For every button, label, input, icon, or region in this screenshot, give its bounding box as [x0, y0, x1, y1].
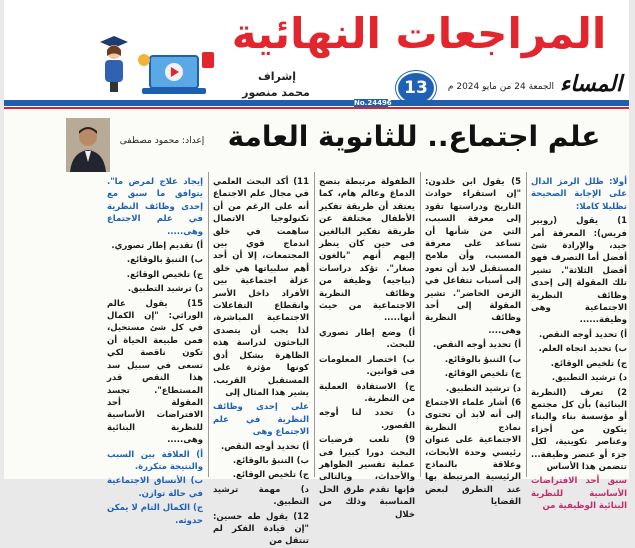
article-title: علم اجتماع.. للثانوية العامة [227, 120, 601, 153]
column-paragraph: 6) أشار علماء الاجتماع إلى أنه لابد أن تحتوى نماذج النظرية الاجتماعية على عنوان رئيسي وحدة الأبحاث، وعلاقة بالنماذج الرئيسية المرتبطة بها عند التطرق لبعض القضايا [425, 397, 521, 508]
column-paragraph: 5) يقول ابن خلدون: "إن استقراء حوادث التاريخ ودراستها تقود إلى معرفة السبب، التي من شأنها أن تساعد على معرفة المسبب، وأن ملامح المستقبل لابد أن تعود إلى أسباب تتفاعل في الزمن الحاضر". تشير المقولة إلى أحد وظائف النظرية وهى.... [425, 177, 521, 336]
column-paragraph: ب) التنبؤ بالوقائع. [444, 354, 521, 365]
column-divider [420, 172, 421, 477]
supervisor-label: إشراف [258, 70, 296, 83]
column-paragraph: ج) تلخيص الوقائع. [444, 369, 521, 380]
red-divider-line [4, 107, 629, 109]
author-credit: إعداد: محمود مصطفى [119, 136, 205, 146]
header-divider-bar [4, 100, 629, 106]
section-number-badge: 13 [396, 71, 436, 105]
teacher-illustration-icon [96, 34, 132, 94]
article-column-5 [107, 176, 203, 526]
newspaper-page [4, 0, 629, 547]
author-portrait-icon [66, 118, 110, 172]
column-paragraph: سبق أحد الافتراضات الأساسية للنظرية البنائية الوظيفية من [531, 476, 627, 512]
page-header [4, 0, 629, 108]
article-column-4 [213, 176, 309, 547]
newspaper-logo: المساء [559, 72, 623, 97]
column-paragraph: أ) تحديد أوجه النقص. [432, 340, 521, 351]
column-paragraph: د) تحدد لنا أوجه القصور. [319, 408, 415, 431]
column-paragraph: على إحدى وظائف النظرية في علم الاجتماع وهى [213, 402, 309, 438]
column-paragraph: ب) الأنساق الاجتماعية في حالة توازن. [107, 476, 203, 499]
column-paragraph: ب) التنبؤ بالوقائع. [126, 255, 203, 266]
column-paragraph: أ) وضع إطار تصوري للبحث. [319, 327, 415, 351]
article-column-1 [531, 176, 627, 512]
column-paragraph: 9) تلعب فرضيات البحث دورا كبيرا فى عملية تفسير الظواهر والأحداث، وبالتالى فإنها تقدم طرق الحل المناسبة وذلك من خلال [319, 435, 415, 520]
issue-number: No.24496 [354, 99, 392, 107]
column-divider [208, 172, 209, 477]
laptop-illustration-icon [134, 46, 218, 102]
author-photo [66, 118, 110, 172]
column-paragraph: أ) تقديم إطار تصوري. [111, 241, 203, 252]
column-paragraph: ج) تلخيص الوقائع. [232, 470, 309, 481]
column-divider [526, 172, 527, 477]
article-column-2 [425, 176, 521, 508]
column-paragraph: 15) يقول عالم الوراثي: "إن الكمال في كل شئ مستحيل، فمن طبيعة الحياة أن تكون ناقصة لكي تسعى في سبيل سد هذا النقص قدر المستطاع". تجسد المقولة أحد الافتراضات الأساسية للنظرية البنائية وهى..... [107, 298, 203, 446]
column-paragraph: 1) يقول (روبير فريس): المعرفة أمر جيد، والإرادة شئ أفضل أما التصرف فهو أفضل الثلاثة". تشير تلك المقولة إلى إحدى وظائف النظرية الاجتماعية وهى وظيفة...... [531, 216, 627, 326]
column-paragraph: 12) يقول طه حسين: "إن قيادة الفكر لم تنتقل من [213, 511, 309, 547]
column-paragraph: د) ترشيد التطبيق. [551, 373, 627, 384]
column-paragraph: د) ترشيد التطبيق. [445, 383, 521, 394]
section-title: المراجعات النهائية [231, 9, 607, 58]
column-paragraph: ب) تحديد اتجاه العلم. [538, 344, 627, 355]
column-paragraph: إيجاد علاج لمرض ما". يتوافق ما سبق مع إحدى وظائف النظرية في علم الاجتماع وهى..... [107, 177, 203, 237]
article-column-3 [319, 176, 415, 520]
column-paragraph: أ) تحديد أوجه النقص. [538, 329, 627, 340]
column-paragraph: أولا: ظلل الرمز الدال على الإجابة الصحيحة تظليلا كاملا: [531, 177, 627, 212]
column-paragraph: ج) تلخيص الوقائع. [126, 269, 203, 280]
column-paragraph: أ) العلاقة بين السبب والنتيجة متكررة. [107, 449, 203, 472]
column-paragraph: الطفولة مرتبطة بتضج الدماغ وعالم هام، كما يعتقد أن طريقة تفكير الأطفال مختلفة عن طريقة تفكير البالغين فى حين كان ينظر إليهم أنهم "بالغون صغار". تؤكد دراسات (بياجيه) وظيفة من وظائف النظرية الاجتماعية من حيث أنها..... [319, 177, 415, 324]
column-paragraph: ج) الكمال التام لا يمكن حدوثه. [107, 503, 203, 526]
column-paragraph: 2) تعرف (النظرية البنائية) بأن كل مجتمع أو مؤسسة بناء والبناء يتكون من أجزاء وعناصر تكوينية، لكل جزء أو عنصر وظيفة... تتضمن هذا الأساس [531, 387, 627, 472]
column-divider [314, 172, 315, 477]
column-paragraph: د) ترشيد التطبيق. [127, 284, 203, 295]
column-paragraph: ج) تلخيص الوقائع. [550, 358, 627, 369]
column-paragraph: د) مهمة ترشيد التطبيق. [213, 484, 309, 508]
column-paragraph: ج) الاستفادة العملية من النظرية. [319, 381, 415, 404]
supervisor-name: محمد منصور [242, 86, 310, 99]
issue-date: الجمعة 24 من مايو 2024 م [447, 82, 554, 92]
column-paragraph: 11) أكد البحث العلمي في مجال علم الاجتماع أنه على الرغم من أن تكنولوجيا الاتصال ساهمت في خلق اندماج قوي بين المجتمعات، إلا أن أحد أهم سلبياتها هي خلق عزلة اجتماعية بين الأفراد داخل الأسر وانقطاع التفاعلات الاجتماعية المباشرة، لذا يجب أن يتصدى الباحثون لدراسة هذه الظاهرة بشكل أدق كونها مؤثرة على المستقبل القريب. يشير هذا المثال إلى [213, 177, 309, 398]
column-paragraph: ب) اختصار المعلومات فى قوانين. [319, 354, 415, 378]
column-paragraph: ب) التنبؤ بالوقائع. [232, 455, 309, 466]
column-paragraph: أ) تحديد أوجه النقص. [220, 441, 309, 452]
